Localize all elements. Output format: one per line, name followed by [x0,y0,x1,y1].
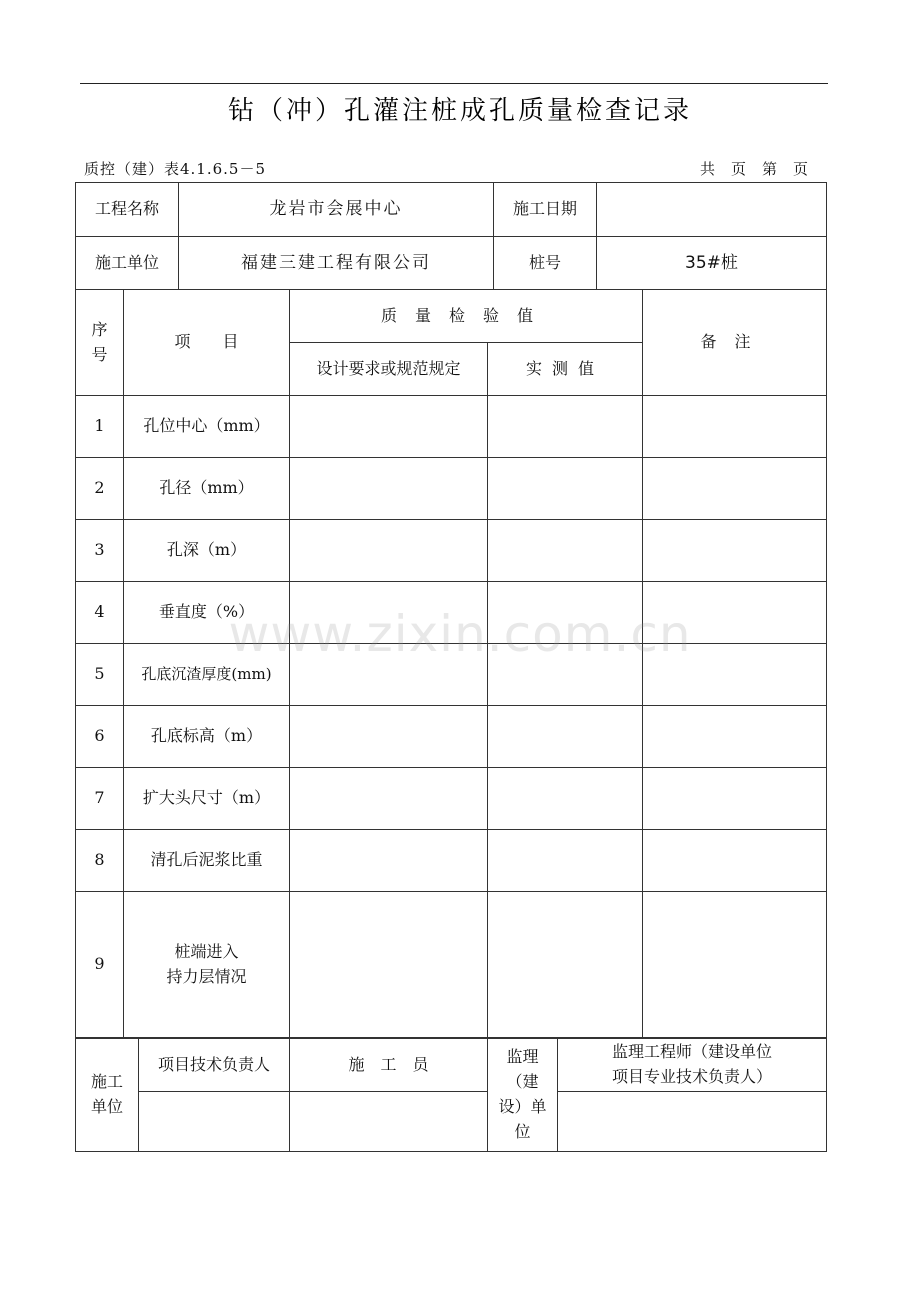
project-info-table [75,182,827,290]
pile-no-value[interactable]: 35#桩 [597,237,827,290]
remark-cell[interactable] [643,582,827,644]
supervisor-unit-line: （建 [506,1072,539,1092]
measured-cell[interactable] [488,458,643,520]
row-item: 孔深（m） [124,520,290,582]
row-item: 孔底标高（m） [124,706,290,768]
contractor-label: 施工单位 [76,237,179,290]
remark-cell[interactable] [643,396,827,458]
supervisor-engineer-line: 监理工程师（建设单位 [611,1042,772,1062]
row-number: 4 [76,582,124,644]
contractor-unit-line: 施工 [90,1072,123,1092]
row-item: 孔位中心（mm） [124,396,290,458]
top-rule [80,83,828,84]
table-row [76,458,827,520]
row-number: 2 [76,458,124,520]
row-item [124,892,290,1038]
table-row [76,892,827,1038]
measured-cell[interactable] [488,396,643,458]
row-item: 孔径（mm） [124,458,290,520]
row-number: 7 [76,768,124,830]
remark-cell[interactable] [643,644,827,706]
page-unit-2: 页 [793,160,809,178]
project-name-value[interactable]: 龙岩市会展中心 [179,183,494,237]
table-row [76,644,827,706]
measured-header: 实测值 [488,343,643,396]
item-header: 项 目 [124,290,290,396]
design-cell[interactable] [290,396,488,458]
builder-signature[interactable] [290,1092,488,1152]
page-unit-1: 页 [731,160,747,178]
project-name-label: 工程名称 [76,183,179,237]
seq-header: 序号 [76,290,124,396]
row-number: 6 [76,706,124,768]
watermark: www.zixin.com.cn [228,605,692,663]
page-title: 钻（冲）孔灌注桩成孔质量检查记录 [227,96,692,126]
pile-no-label: 桩号 [494,237,597,290]
design-cell[interactable] [290,830,488,892]
remark-header: 备注 [643,290,827,396]
row-number: 1 [76,396,124,458]
quality-header: 质量检验值 [290,290,643,343]
row-item-line: 持力层情况 [166,966,247,986]
measured-cell[interactable] [488,582,643,644]
remark-cell[interactable] [643,458,827,520]
design-cell[interactable] [290,582,488,644]
row-item: 垂直度（%） [124,582,290,644]
remark-cell[interactable] [643,830,827,892]
form-code: 质控（建）表4.1.6.5－5 [84,160,267,178]
row-item: 扩大头尺寸（m） [124,768,290,830]
design-cell[interactable] [290,644,488,706]
row-number: 3 [76,520,124,582]
design-cell[interactable] [290,768,488,830]
table-row [76,582,827,644]
design-cell[interactable] [290,706,488,768]
inspection-table [75,289,827,1038]
contractor-value[interactable]: 福建三建工程有限公司 [179,237,494,290]
supervisor-unit-line: 设）单 [498,1097,547,1116]
design-cell[interactable] [290,892,488,1038]
remark-cell[interactable] [643,706,827,768]
measured-cell[interactable] [488,644,643,706]
supervisor-engineer-signature[interactable] [558,1092,827,1152]
tech-lead-signature[interactable] [139,1092,290,1152]
contractor-unit-line: 单位 [90,1097,123,1116]
table-row [76,830,827,892]
design-cell[interactable] [290,458,488,520]
measured-cell[interactable] [488,892,643,1038]
remark-cell[interactable] [643,520,827,582]
construction-date-value[interactable] [597,183,827,237]
table-row [76,520,827,582]
row-item: 孔底沉渣厚度(mm) [124,644,290,706]
design-header: 设计要求或规范规定 [290,343,488,396]
contractor-unit-label [76,1039,139,1152]
supervisor-unit-line: 位 [514,1121,531,1141]
row-number: 5 [76,644,124,706]
table-row [76,768,827,830]
row-item-line: 桩端进入 [174,941,239,961]
table-row [76,396,827,458]
measured-cell[interactable] [488,706,643,768]
builder-label: 施 工 员 [290,1039,488,1092]
row-number: 9 [76,892,124,1038]
measured-cell[interactable] [488,520,643,582]
table-row [76,706,827,768]
construction-date-label: 施工日期 [494,183,597,237]
row-item: 清孔后泥浆比重 [124,830,290,892]
design-cell[interactable] [290,520,488,582]
supervisor-engineer-label [558,1039,827,1092]
remark-cell[interactable] [643,768,827,830]
supervisor-unit-label [488,1039,558,1152]
measured-cell[interactable] [488,768,643,830]
tech-lead-label: 项目技术负责人 [139,1039,290,1092]
supervisor-unit-line: 监理 [506,1047,539,1067]
remark-cell[interactable] [643,892,827,1038]
row-number: 8 [76,830,124,892]
page-info [700,158,808,179]
measured-cell[interactable] [488,830,643,892]
supervisor-engineer-line: 项目专业技术负责人） [611,1067,772,1086]
signature-table [75,1038,827,1152]
page-current-label: 第 [762,160,778,178]
page-total-label: 共 [700,160,716,178]
